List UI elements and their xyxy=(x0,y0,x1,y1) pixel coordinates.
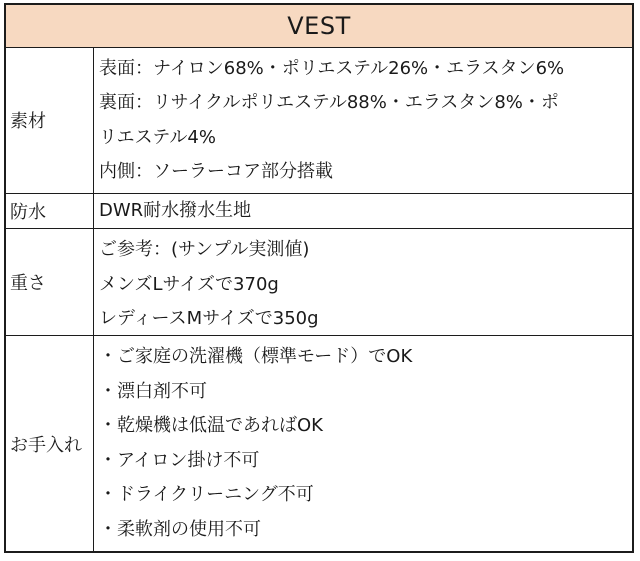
weight-line: レディースMサイズで350g xyxy=(99,308,319,329)
content-material xyxy=(94,48,632,193)
table-title: VEST xyxy=(6,5,632,48)
content-weight xyxy=(94,229,632,335)
label-waterproof: 防水 xyxy=(6,194,94,229)
material-line: 内側：ソーラーコア部分搭載 xyxy=(99,161,333,182)
material-line: 表面：ナイロン68%・ポリエステル26%・エラスタン6% xyxy=(99,57,565,79)
content-waterproof xyxy=(94,194,632,229)
material-line: 裏面：リサイクルポリエステル88%・エラスタン8%・ポ xyxy=(99,92,559,113)
waterproof-line: DWR耐水撥水生地 xyxy=(99,199,252,221)
label-care: お手入れ xyxy=(6,336,94,551)
care-item: ・ドライクリーニング不可 xyxy=(99,484,314,505)
weight-line: ご参考：(サンプル実測値) xyxy=(99,239,310,260)
care-item: ・乾燥機は低温であればOK xyxy=(99,415,323,436)
label-weight: 重さ xyxy=(6,229,94,335)
row-material xyxy=(6,48,632,194)
row-care xyxy=(6,336,632,551)
care-item: ・漂白剤不可 xyxy=(99,380,207,402)
content-care xyxy=(94,336,632,551)
weight-line: メンズLサイズで370g xyxy=(99,273,279,295)
row-waterproof xyxy=(6,194,632,230)
spec-table xyxy=(4,3,634,553)
care-item: ・ご家庭の洗濯機（標準モード）でOK xyxy=(99,346,413,367)
row-weight xyxy=(6,229,632,336)
material-line: リエステル4% xyxy=(99,126,216,148)
care-item: ・アイロン掛け不可 xyxy=(99,449,260,471)
label-material: 素材 xyxy=(6,48,94,193)
care-item: ・柔軟剤の使用不可 xyxy=(99,518,261,540)
